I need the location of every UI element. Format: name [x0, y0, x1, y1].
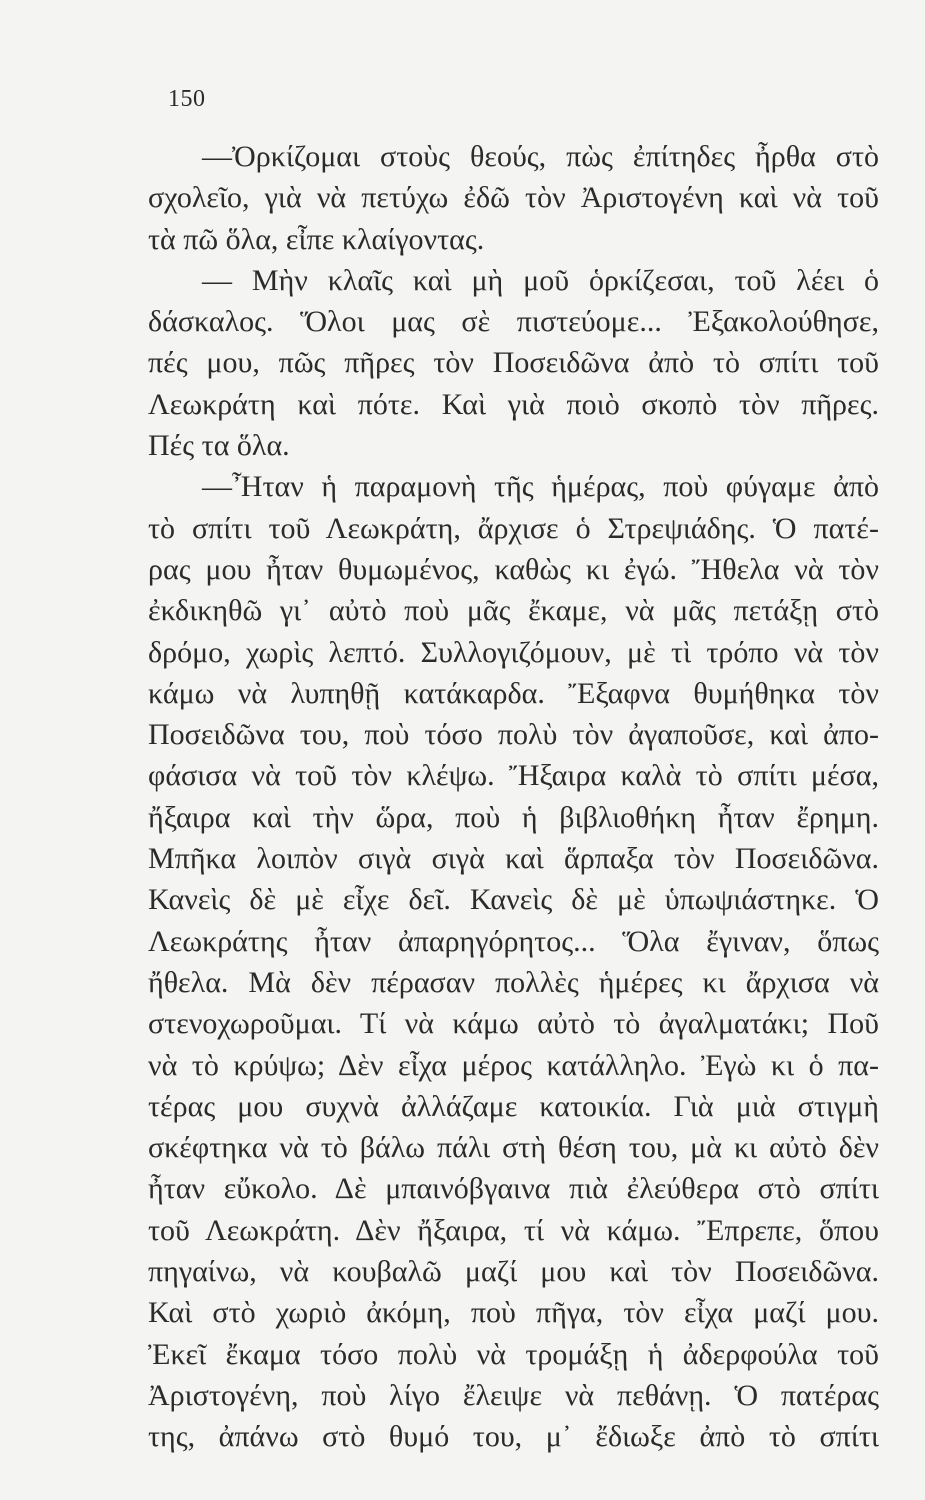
text-line: δρόμο, χωρὶς λεπτό. Συλλογιζόμουν, μὲ τὶ τρόπο νὰ τὸν: [148, 635, 879, 669]
text-line: — Μὴν κλαῖς καὶ μὴ μοῦ ὁρκίζεσαι, τοῦ λέει ὁ: [202, 263, 879, 297]
text-line: σχολεῖο, γιὰ νὰ πετύχω ἐδῶ τὸν Ἀριστογένη καὶ νὰ τοῦ: [148, 181, 879, 215]
text-line: τέρας μου συχνὰ ἀλλάζαμε κατοικία. Γιὰ μιὰ στιγμὴ: [148, 1089, 879, 1123]
text-line: —Ἦταν ἡ παραμονὴ τῆς ἡμέρας, ποὺ φύγαμε ἀπὸ: [202, 470, 879, 504]
text-line: πές μου, πῶς πῆρες τὸν Ποσειδῶνα ἀπὸ τὸ σπίτι τοῦ: [148, 346, 879, 380]
text-line: Καὶ στὸ χωριὸ ἀκόμη, ποὺ πῆγα, τὸν εἶχα μαζί μου.: [148, 1296, 879, 1330]
text-line: Λεωκράτη καὶ πότε. Καὶ γιὰ ποιὸ σκοπὸ τὸν πῆρες.: [148, 387, 879, 421]
text-line: ἐκδικηθῶ γι᾿ αὐτὸ ποὺ μᾶς ἔκαμε, νὰ μᾶς πετάξῃ στὸ: [148, 594, 879, 628]
text-line: τοῦ Λεωκράτη. Δὲν ἤξαιρα, τί νὰ κάμω. Ἔπρεπε, ὅπου: [148, 1213, 879, 1247]
text-line: τὰ πῶ ὅλα, εἶπε κλαίγοντας.: [148, 222, 485, 256]
text-line: Ποσειδῶνα του, ποὺ τόσο πολὺ τὸν ἀγαποῦσε, καὶ ἀπο-: [148, 718, 879, 752]
text-line: της, ἀπάνω στὸ θυμό του, μ᾿ ἔδιωξε ἀπὸ τὸ σπίτι: [148, 1420, 879, 1454]
text-line: ρας μου ἦταν θυμωμένος, καθὼς κι ἐγώ. Ἤθελα νὰ τὸν: [148, 552, 879, 586]
text-line: Κανεὶς δὲ μὲ εἶχε δεῖ. Κανεὶς δὲ μὲ ὑπωψιάστηκε. Ὁ: [148, 883, 879, 917]
text-line: δάσκαλος. Ὅλοι μας σὲ πιστεύομε... Ἐξακολούθησε,: [148, 305, 879, 339]
text-line: νὰ τὸ κρύψω; Δὲν εἶχα μέρος κατάλληλο. Ἐγὼ κι ὁ πα-: [148, 1048, 879, 1082]
text-line: —Ὀρκίζομαι στοὺς θεούς, πὼς ἐπίτηδες ἦρθα στὸ: [202, 140, 879, 173]
body-text: [148, 136, 879, 1458]
text-line: Ἀριστογένη, ποὺ λίγο ἔλειψε νὰ πεθάνῃ. Ὁ πατέρας: [148, 1378, 879, 1412]
text-line: τὸ σπίτι τοῦ Λεωκράτη, ἄρχισε ὁ Στρεψιάδης. Ὁ πατέ-: [148, 511, 879, 545]
text-line: φάσισα νὰ τοῦ τὸν κλέψω. Ἤξαιρα καλὰ τὸ σπίτι μέσα,: [148, 759, 879, 793]
text-line: Ἐκεῖ ἔκαμα τόσο πολὺ νὰ τρομάξῃ ἡ ἀδερφούλα τοῦ: [148, 1337, 879, 1371]
page-number: 150: [168, 86, 206, 112]
text-line: σκέφτηκα νὰ τὸ βάλω πάλι στὴ θέση του, μὰ κι αὐτὸ δὲν: [148, 1131, 879, 1165]
text-line: πηγαίνω, νὰ κουβαλῶ μαζί μου καὶ τὸν Ποσειδῶνα.: [148, 1255, 879, 1289]
text-line: ἤξαιρα καὶ τὴν ὥρα, ποὺ ἡ βιβλιοθήκη ἦταν ἔρημη.: [148, 800, 879, 834]
text-line: Λεωκράτης ἦταν ἀπαρηγόρητος... Ὅλα ἔγιναν, ὅπως: [148, 924, 879, 958]
text-line: ἦταν εὔκολο. Δὲ μπαινόβγαινα πιὰ ἐλεύθερα στὸ σπίτι: [148, 1172, 879, 1206]
text-line: Πές τα ὅλα.: [148, 429, 290, 463]
text-line: στενοχωροῦμαι. Τί νὰ κάμω αὐτὸ τὸ ἀγαλματάκι; Ποῦ: [148, 1007, 879, 1041]
text-line: κάμω νὰ λυπηθῇ κατάκαρδα. Ἔξαφνα θυμήθηκα τὸν: [148, 676, 879, 710]
text-line: Μπῆκα λοιπὸν σιγὰ σιγὰ καὶ ἅρπαξα τὸν Ποσειδῶνα.: [148, 842, 879, 876]
text-line: ἤθελα. Μὰ δὲν πέρασαν πολλὲς ἡμέρες κι ἄρχισα νὰ: [148, 965, 879, 999]
